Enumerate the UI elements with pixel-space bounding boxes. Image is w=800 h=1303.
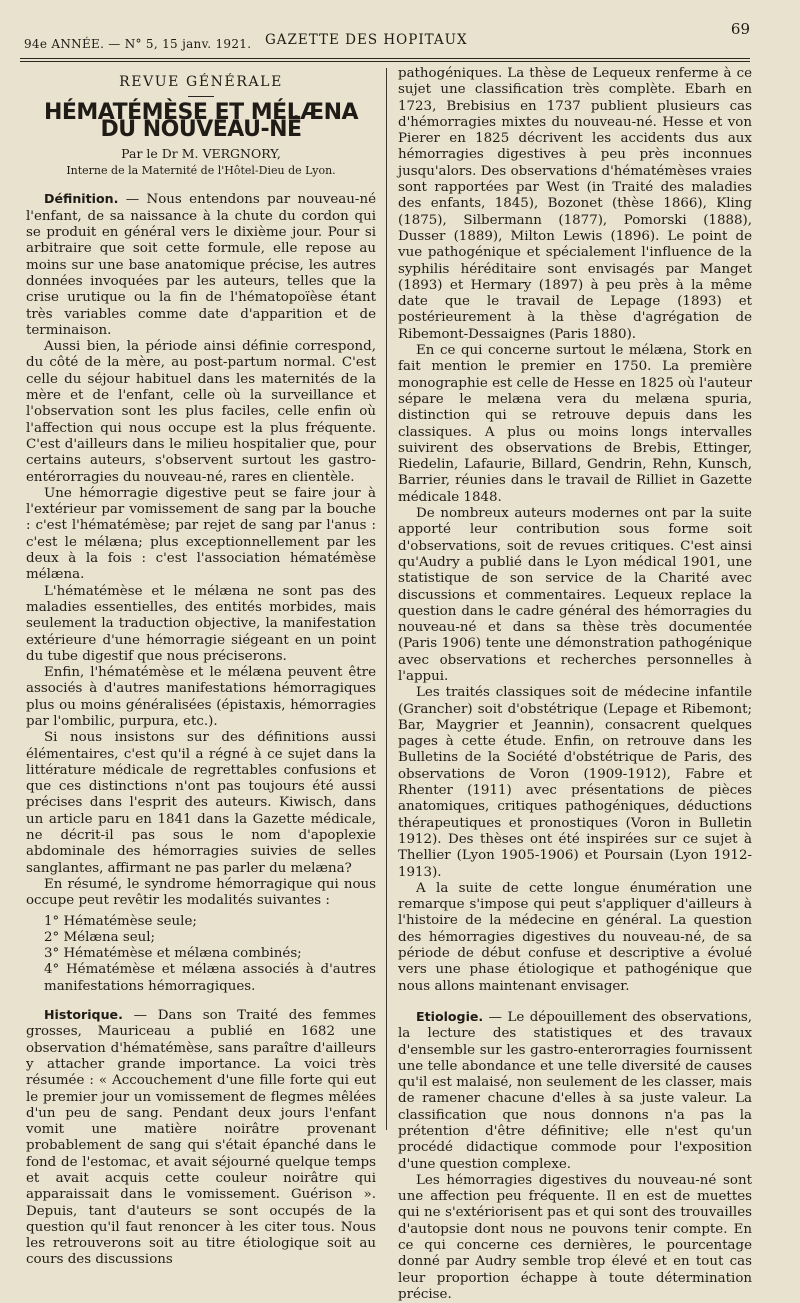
list-item: 2° Mélæna seul;: [44, 929, 156, 945]
paragraph: En résumé, le syndrome hémorragique qui nous occupe peut revêtir les modalités suivantes :: [26, 876, 376, 909]
etiologie-paragraph: Etiologie. — Le dépouillement des observations, la lecture des statistiques et des travaux d'ensemble sur les gastro-enterorragies fournissent une telle abondance et une telle diversité de causes qu'il est malaisé, non seulement de les classer, mais de ramener chacune d'elles à sa juste valeur. La classification que nous donnons n'a pas la prétention d'être définitive; elle n'est qu'un procédé didactique commode pour l'exposition d'une question complexe.: [398, 1008, 752, 1172]
list-item: 4° Hématémèse et mélæna associés à d'autres manifestations hémorragiques.: [44, 962, 376, 994]
etiologie-heading: Etiologie.: [416, 1008, 484, 1024]
definition-paragraph: Définition. — Nous entendons par nouveau-né l'enfant, de sa naissance à la chute du cordon qui se produit en général vers le dixième jour. Pour si arbitraire que soit cette formule, elle repose au moins sur une base anatomique précise, les autres données invoquées par les auteurs, telles que la crise urutique ou la fin de l'hématopoïèse étant très variables comme date d'apparition et de terminaison.: [26, 191, 376, 338]
paragraph: Aussi bien, la période ainsi définie correspond, du côté de la mère, au post-partum normal. C'est celle du séjour habituel dans les maternités de la mère et de l'enfant, celle où la surveillance et l'observation sont les plus faciles, celle enfin où l'affection qui nous occupe est la plus fréquente. C'est d'ailleurs dans le milieu hospitalier que, pour certains auteurs, s'observent surtout les gastro-entérorragies du nouveau-né, rares en clientèle.: [26, 339, 376, 485]
header-rule-thin: [20, 61, 750, 62]
header-rule: [20, 58, 750, 59]
page-number: 69: [730, 20, 750, 38]
list-item: 3° Hématémèse et mélæna combinés;: [44, 946, 302, 962]
journal-title: GAZETTE DES HOPITAUX: [265, 32, 468, 48]
author-affiliation: Interne de la Maternité de l'Hôtel-Dieu de Lyon.: [66, 164, 336, 178]
paragraph: Enfin, l'hématémèse et le mélæna peuvent être associés à d'autres manifestations hémorragiques plus ou moins généralisées (épistaxis, hémorragies par l'ombilic, purpura, etc.).: [26, 665, 376, 729]
paragraph: En ce qui concerne surtout le mélæna, Stork en fait mention le premier en 1750. La première monographie est celle de Hesse en 1825 où l'auteur sépare le melæna vera du melæna spuria, distinction qui se retrouve depuis dans les classiques. A plus ou moins longs intervalles suivirent des observations de Brebis, Ettinger, Riedelin, Lafaurie, Billard, Gendrin, Rehn, Kunsch, Barrier, réunies dans le travail de Rilliet in Gazette médicale 1848.: [398, 343, 752, 505]
paragraph: L'hématémèse et le mélæna ne sont pas des maladies essentielles, des entités morbides, mais seulement la traduction objective, la manifestation extérieure d'une hémorragie siégeant en un point du tube digestif que nous préciserons.: [26, 583, 376, 664]
paragraph: Si nous insistons sur des définitions aussi élémentaires, c'est qu'il a régné à ce sujet dans la littérature médicale de regrettables confusions et que ces distinctions n'ont pas toujours été aussi précises dans l'esprit des auteurs. Kiwisch, dans un article paru en 1841 dans la Gazette médicale, ne décrit-il pas sous le nom d'apoplexie abdominale des hémorragies suivies de selles sanglantes, affirmant ne pas parler du melæna?: [26, 730, 376, 876]
paragraph: Les hémorragies digestives du nouveau-né sont une affection peu fréquente. Il en est de muettes qui ne s'extériorisent pas et qui sont des trouvailles d'autopsie dont nous ne pouvons tenir compte. En ce qui concerne ces dernières, le pourcentage donné par Audry semble trop élevé et en tout cas leur proportion échappe à toute détermination précise.: [398, 1172, 752, 1302]
column-divider: [386, 68, 387, 1130]
list-item: 1° Hématémèse seule;: [44, 913, 197, 929]
paragraph: pathogéniques. La thèse de Lequeux renferme à ce sujet une classification très complète. Ebarh en 1723, Brebisius en 1737 publient plusieurs cas d'hémorragies mixtes du nouveau-né. Hesse et von Pierer en 1825 décrivent les accidents dus aux hémorragies digestives à peu près inconnues jusqu'alors. Des observations d'hématémèses vraies sont rapportées par West (in Traité des maladies des enfants, 1845), Bozonet (thèse 1866), Kling (1875), Silbermann (1877), Pomorski (1888), Dusser (1889), Milton Lewis (1896). Le point de vue pathogénique et spécialement l'influence de la syphilis héréditaire sont envisagés par Manget (1893) et Hermary (1897) à peu près à la même date que le travail de Lepage (1893) et postérieurement à la thèse d'agrégation de Ribemont-Dessaignes (Paris 1880).: [398, 66, 752, 342]
paragraph: A la suite de cette longue énumération une remarque s'impose qui peut s'appliquer d'ailleurs à l'histoire de la médecine en général. La question des hémorragies digestives du nouveau-né, de sa période de début confuse et descriptive a évolué vers une phase étiologique et pathogénique que nous allons maintenant envisager.: [398, 880, 752, 994]
running-header: [20, 20, 750, 62]
definition-heading: Définition.: [44, 191, 119, 207]
paragraph: Les traités classiques soit de médecine infantile (Grancher) soit d'obstétrique (Lepage et Ribemont; Bar, Maygrier et Jeannin), consacrent quelques pages à cette étude. Enfin, on retrouve dans les Bulletins de la Société d'obstétrique de Paris, des observations de Voron (1909-1912), Fabre et Rhenter (1911) avec présentations de pièces anatomiques, critiques pathogéniques, déductions thérapeutiques et pronostiques (Voron in Bulletin 1912). Des thèses ont été inspirées sur ce sujet à Thellier (Lyon 1905-1906) et Poursain (Lyon 1912-1913).: [398, 685, 752, 880]
historique-heading: Historique.: [44, 1007, 123, 1023]
issue-line: 94e ANNÉE. — N° 5, 15 janv. 1921.: [24, 37, 252, 51]
section-rubric: REVUE GÉNÉRALE: [119, 74, 283, 90]
rubric-rule: [188, 96, 214, 97]
left-column: [26, 66, 376, 1269]
modalities-list: [26, 914, 376, 995]
article-author: Par le Dr M. VERGNORY,: [121, 145, 281, 161]
paragraph: De nombreux auteurs modernes ont par la suite apporté leur contribution sous forme soit d'observations, soit de revues critiques. C'est ainsi qu'Audry a publié dans le Lyon médical 1901, une statistique de son service de la Charité avec discussions et commentaires. Lequeux replace la question dans le cadre général des hémorragies du nouveau-né et dans sa thèse très documentée (Paris 1906) tente une démonstration pathogénique avec observations et recherches personnelles à l'appui.: [398, 506, 752, 684]
paragraph: Une hémorragie digestive peut se faire jour à l'extérieur par vomissement de sang par la bouche : c'est l'hématémèse; par rejet de sang par l'anus : c'est le mélæna; plus exceptionnellement par les deux à la fois : c'est l'association hématémèse mélæna.: [26, 485, 376, 583]
right-column: [398, 66, 752, 1303]
article-title: HÉMATÉMÈSE ET MÉLÆNA DU NOUVEAU-NÉ: [43, 100, 359, 142]
historique-paragraph: Historique. — Dans son Traité des femmes grosses, Mauriceau a publié en 1682 une observation d'hématémèse, sans paraître d'ailleurs y attacher grande importance. La voici très résumée : « Accouchement d'une fille forte qui eut le premier jour un vomissement de flegmes mêlées d'un peu de sang. Pendant deux jours l'enfant vomit une matière noirâtre provenant probablement de sang qui s'était épanché dans le fond de l'estomac, et avait séjourné quelque temps et avait acquis cette couleur noirâtre qui apparaissait dans le vomissement. Guérison ». Depuis, tant d'auteurs se sont occupés de la question qu'il faut renoncer à les citer tous. Nous les retrouverons soit au titre étiologique soit au cours des discussions: [26, 1007, 376, 1268]
